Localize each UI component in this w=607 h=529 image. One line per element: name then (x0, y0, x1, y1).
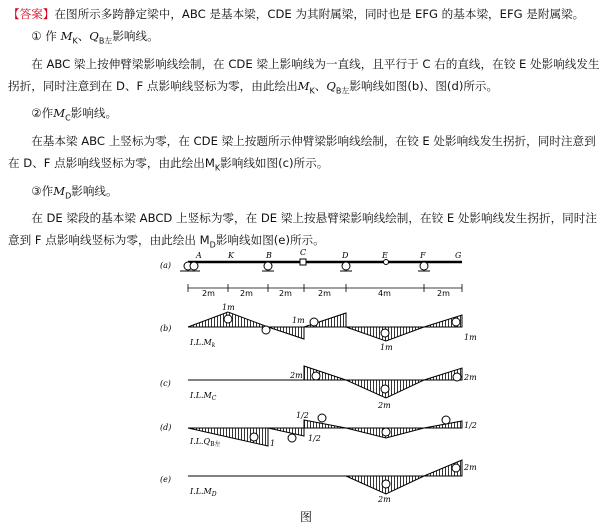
val-d-half-top: 1/2 (296, 411, 309, 420)
il-label-c: $I.L.M_C$ (190, 391, 217, 402)
val-e-g: 2m (464, 463, 477, 472)
support-d-icon (340, 262, 352, 271)
val-e-e: 2m (378, 495, 391, 504)
val-c-e: 2m (378, 401, 391, 410)
support-b-icon (262, 262, 274, 271)
il-qb-diagram (160, 411, 477, 448)
support-f-icon (418, 262, 430, 271)
beam-diagram (160, 248, 462, 298)
point-label-e: E (382, 251, 388, 260)
figure-caption: 图 (300, 510, 313, 524)
answer-tag: 【答案】 (8, 7, 55, 21)
il-label-e: $I.L.M_D$ (190, 487, 217, 498)
il-md-diagram (160, 460, 477, 504)
span-kb: 2m (240, 289, 253, 298)
para-4: ②作$M_C$影响线。 (31, 106, 118, 123)
val-d-1: 1 (270, 439, 276, 448)
val-b-c: 1m (292, 316, 305, 325)
panel-label-c: (c) (160, 379, 171, 388)
val-c-g: 2m (464, 373, 477, 382)
panel-label-d: (d) (160, 423, 172, 432)
panel-label-a: (a) (160, 261, 172, 270)
span-ak: 2m (202, 289, 215, 298)
val-b-e: 1m (380, 343, 393, 352)
il-mk-diagram (160, 303, 477, 352)
para-5: 在基本梁 ABC 上竖标为零，在 CDE 梁上按题所示伸臂梁影响线绘制，在铰 E 处影响线发生拐折，同时注意到在 D、F 点影响线竖标为零，由此绘出$M_K$影响线如图(c)所示。 (8, 133, 596, 173)
para-6: ③作$M_D$影响线。 (31, 183, 118, 200)
il-label-d: $I.L.Q_{B左}$ (190, 437, 221, 448)
point-label-a: A (196, 251, 202, 260)
point-label-k: K (228, 251, 234, 260)
para-1: 【答案】在图所示多跨静定梁中，ABC 是基本梁，CDE 为其附属梁，同时也是 EFG 的基本梁，EFG 是附属梁。 (8, 7, 585, 21)
span-df: 4m (378, 289, 391, 298)
val-d-g: 1/2 (464, 421, 477, 430)
point-label-f: F (420, 251, 426, 260)
il-mc-diagram (160, 366, 477, 410)
point-label-b: B (266, 251, 272, 260)
point-label-c: C (300, 248, 307, 257)
panel-label-e: (e) (160, 475, 171, 484)
point-label-d: D (342, 251, 349, 260)
val-d-half-bot: 1/2 (308, 434, 321, 443)
span-fg: 2m (437, 289, 450, 298)
para-7: 在 DE 梁段的基本梁 ABCD 上竖标为零，在 DE 梁上按悬臂梁影响线绘制，在铰 E 处影响线发生拐折，同时注意到 F 点影响线竖标为零，由此绘出 $M_D$影响线如图(e)所示。 (8, 211, 597, 250)
span-cd: 2m (318, 289, 331, 298)
val-b-k: 1m (222, 303, 235, 312)
span-bc: 2m (279, 289, 292, 298)
para-2: ① 作 $M_K$、$Q_{B左}$影响线。 (31, 29, 159, 46)
point-label-g: G (455, 251, 462, 260)
il-label-b: $I.L.M_k$ (190, 338, 216, 349)
hinge-c-icon (300, 259, 306, 265)
hinge-e-icon (384, 260, 389, 265)
panel-label-b: (b) (160, 324, 172, 333)
support-a-icon (180, 262, 200, 271)
para-3: 在 ABC 梁上按伸臂梁影响线绘制，在 CDE 梁上影响线为一直线，且平行于 C 右的直线，在铰 E 处影响线发生拐折，同时注意到在 D、F 点影响线竖标为零，由此绘出$M_K$、$Q_{B左}$影响线如图(b)、图(d)所示。 (8, 56, 600, 96)
val-b-g: 1m (464, 333, 477, 342)
val-c-c: 2m (290, 371, 303, 380)
